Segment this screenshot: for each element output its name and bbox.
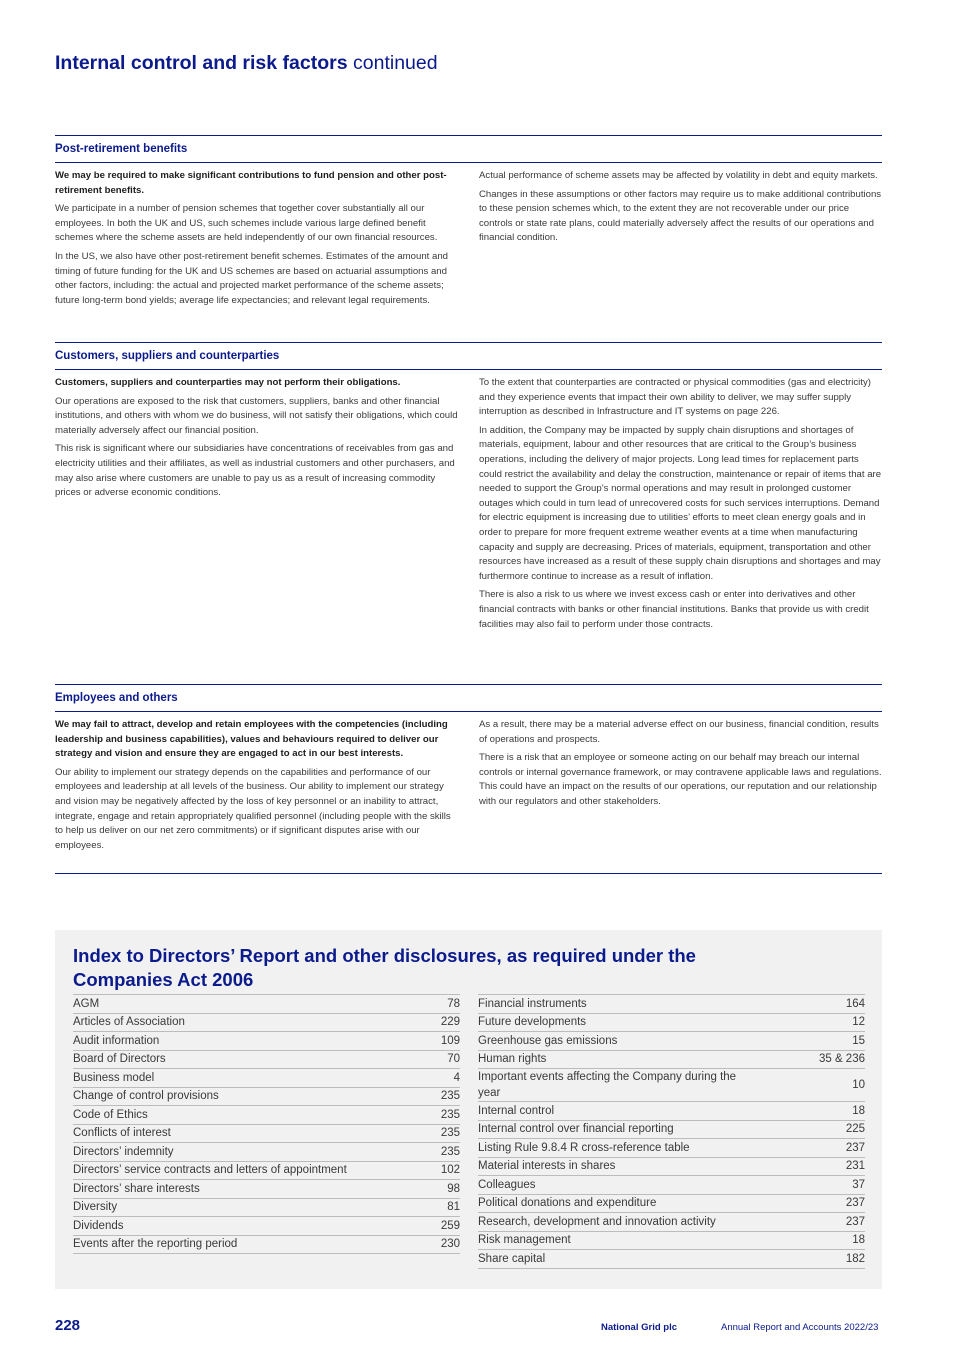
index-page: 230: [440, 1238, 460, 1251]
index-page: 15: [852, 1034, 865, 1047]
page-number: 228: [55, 1317, 81, 1334]
paragraph: There is also a risk to us where we invest excess cash or enter into derivatives and other financial contracts with banks or other financial institutions. Banks that provide us with credit facilities may also fail to perform under those contracts.: [479, 589, 869, 630]
paragraph: Changes in these assumptions or other factors may require us to make additional contributions to these pension schemes which, to the extent they are not recoverable under our price controls or state rate plans, could materially adversely affect the results of our operations and financial condition.: [479, 188, 882, 244]
index-label: Code of Ethics: [73, 1108, 148, 1121]
index-page: 237: [845, 1141, 865, 1154]
index-page: 10: [852, 1079, 865, 1091]
paragraph: Actual performance of scheme assets may be affected by volatility in debt and equity markets.: [479, 170, 878, 181]
index-page: 35 & 236: [818, 1053, 865, 1066]
paragraph: Our operations are exposed to the risk that customers, suppliers, banks and other financial institutions, and others with whom we do business, will not satisfy their obligations, which could materially adversely affect our financial position.: [55, 395, 458, 436]
index-label: Risk management: [478, 1234, 571, 1247]
index-label: Articles of Association: [73, 1016, 185, 1029]
index-page: 70: [447, 1053, 460, 1066]
index-label: Share capital: [478, 1252, 546, 1265]
index-label: Human rights: [478, 1053, 547, 1066]
index-page: 235: [440, 1090, 460, 1103]
footer-company: National Grid plc: [601, 1322, 678, 1333]
index-page: 259: [440, 1219, 460, 1232]
index-row: [478, 1232, 865, 1251]
index-row: [73, 1014, 460, 1033]
index-row: [73, 1236, 460, 1255]
section-customers-suppliers: [55, 342, 882, 636]
index-label: Board of Directors: [73, 1053, 166, 1066]
index-page: 231: [845, 1160, 865, 1173]
index-row: [478, 1158, 865, 1177]
paragraph: We participate in a number of pension schemes that together cover substantially all our employees. In both the UK and US, such schemes include various large defined benefit schemes where the scheme assets are held independently of our own financial resources.: [55, 203, 438, 244]
section-heading: Employees and others: [55, 684, 882, 712]
index-row: [478, 1213, 865, 1232]
index-row: [73, 1106, 460, 1125]
index-page: 102: [440, 1164, 460, 1177]
index-label: Internal control over financial reporting: [478, 1123, 674, 1136]
index-row: [478, 1250, 865, 1269]
index-row: [73, 1088, 460, 1107]
risk-statement: Customers, suppliers and counterparties may not perform their obligations.: [55, 377, 401, 388]
index-row: [73, 1217, 460, 1236]
index-page: 164: [845, 997, 865, 1010]
page-title-continued: continued: [353, 52, 438, 74]
section-right-column: [479, 376, 882, 636]
index-row: [478, 995, 865, 1014]
index-row: [73, 1143, 460, 1162]
paragraph: Our ability to implement our strategy depends on the capabilities and performance of our employees and leadership at all levels of the business. Our ability to implement our strategy and vision may be negatively affected by the loss of key personnel or an inability to attract, integrate, engage and retain appropriately qualified personnel (including people with the skills to help us deliver on our net zero commitments) or if significant disputes arise with our employees.: [55, 766, 451, 851]
index-label: Future developments: [478, 1016, 587, 1029]
paragraph: To the extent that counterparties are contracted or physical commodities (gas and electricity) and they experience events that impact their own ability to deliver, we may suffer supply interruption as described in Infrastructure and IT systems on page 226.: [479, 377, 871, 418]
index-row: [478, 1139, 865, 1158]
section-left-column: [55, 376, 460, 636]
index-page: 4: [453, 1071, 460, 1084]
index-row: [478, 1069, 865, 1102]
index-row: [478, 1121, 865, 1140]
index-page: 12: [852, 1016, 865, 1029]
section-left-column: [55, 169, 460, 312]
index-row: [73, 1032, 460, 1051]
index-label: Internal control: [478, 1104, 555, 1117]
index-label: Important events affecting the Company during the year: [478, 1071, 737, 1099]
index-row: [73, 1069, 460, 1088]
index-row: [478, 1102, 865, 1121]
paragraph: There is a risk that an employee or someone acting on our behalf may breach our internal controls or internal governance framework, or may contravene applicable laws and regulations. This could have an impact on the results of our operations, our reputation and our relationship with our regulators and other stakeholders.: [479, 752, 882, 807]
index-row: [73, 1180, 460, 1199]
index-row: [478, 1051, 865, 1070]
risk-statement: We may fail to attract, develop and retain employees with the competencies (including leadership and business capabilities), values and behaviours required to deliver our strategy and vision and ensure they are engaged to act in our best interests.: [55, 719, 448, 760]
paragraph: As a result, there may be a material adverse effect on our business, financial condition, results of operations and prospects.: [479, 719, 879, 745]
section-heading: Post-retirement benefits: [55, 135, 882, 163]
index-label: Research, development and innovation activity: [478, 1215, 716, 1228]
index-label: Conflicts of interest: [73, 1127, 171, 1140]
index-page: 229: [440, 1016, 460, 1029]
index-page: 98: [447, 1182, 460, 1195]
page-title-main: Internal control and risk factors: [55, 52, 348, 74]
section-divider: [55, 873, 882, 874]
index-row: [478, 1195, 865, 1214]
paragraph: This risk is significant where our subsidiaries have concentrations of receivables from gas and electricity utilities and their affiliates, as well as industrial customers and other purchasers, and may also arise where customers are unable to pay us as a result of increasing commodity prices or adverse economic conditions.: [55, 443, 455, 499]
section-left-column: [55, 718, 460, 857]
page-title: [55, 50, 438, 76]
index-page: 109: [440, 1034, 460, 1047]
index-page: 225: [845, 1123, 865, 1136]
paragraph: In addition, the Company may be impacted by supply chain disruptions and shortages of materials, equipment, labour and other resources that are critical to the Group’s business operations, including the delivery of major projects. Long lead times for replacement parts could restrict the availability and delay the construction, maintenance or repair of items that are needed to support the Group’s normal operations and may result in prolonged customer outages which could in turn lead of unrecovered costs for such services interruptions. Demand for electric equipment is increasing due to utilities’ efforts to meet clean energy goals and in order to prepare for more frequent extreme weather events at a time when manufacturing capacity and supply are decreasing. Prices of materials, equipment, transportation and other resources have increased as a result of these supply chain disruptions and shortages and may furthermore continue to increase as a result of inflation.: [479, 424, 882, 582]
index-label: Colleagues: [478, 1178, 536, 1191]
index-label: Events after the reporting period: [73, 1238, 238, 1251]
index-label: Directors’ indemnity: [73, 1145, 174, 1158]
index-title: Index to Directors’ Report and other disclosures, as required under the Companies Act 2006: [73, 945, 696, 990]
index-label: Directors’ share interests: [73, 1182, 200, 1195]
index-page: 18: [852, 1104, 865, 1117]
index-label: Change of control provisions: [73, 1090, 219, 1103]
paragraph: In the US, we also have other post-retirement benefit schemes. Estimates of the amount and timing of future funding for the UK and US schemes are based on actuarial assumptions and other factors, including: the actual and projected market performance of the scheme assets; future long-term bond yields; average life expectancies; and relevant legal requirements.: [55, 250, 449, 306]
index-row: [478, 1176, 865, 1195]
index-label: Greenhouse gas emissions: [478, 1034, 618, 1047]
index-label: Political donations and expenditure: [478, 1197, 657, 1210]
index-row: [478, 1014, 865, 1033]
section-right-column: [479, 169, 882, 312]
risk-statement: We may be required to make significant contributions to fund pension and other post-retirement benefits.: [55, 170, 447, 196]
index-page: 182: [845, 1252, 865, 1265]
index-left-column: [73, 994, 460, 1254]
index-page: 235: [440, 1108, 460, 1121]
index-right-column: [478, 994, 865, 1269]
index-page: 18: [852, 1234, 865, 1247]
index-label: AGM: [73, 997, 100, 1010]
index-row: [73, 995, 460, 1014]
index-label: Financial instruments: [478, 997, 587, 1010]
index-page: 78: [447, 997, 460, 1010]
index-label: Business model: [73, 1071, 155, 1084]
index-label: Audit information: [73, 1034, 160, 1047]
index-page: 237: [845, 1215, 865, 1228]
index-label: Dividends: [73, 1219, 124, 1232]
index-page: 81: [447, 1201, 460, 1214]
section-right-column: [479, 718, 882, 857]
index-page: 235: [440, 1127, 460, 1140]
index-page: 235: [440, 1145, 460, 1158]
section-employees: [55, 684, 882, 857]
index-row: [73, 1199, 460, 1218]
index-row: [73, 1162, 460, 1181]
index-row: [73, 1051, 460, 1070]
section-heading: Customers, suppliers and counterparties: [55, 342, 882, 370]
index-label: Material interests in shares: [478, 1160, 616, 1173]
footer-report-title: Annual Report and Accounts 2022/23: [721, 1322, 879, 1333]
index-row: [73, 1125, 460, 1144]
index-page: 237: [845, 1197, 865, 1210]
index-row: [478, 1032, 865, 1051]
index-page: 37: [852, 1178, 865, 1191]
index-label: Directors’ service contracts and letters of appointment: [73, 1164, 347, 1177]
index-label: Listing Rule 9.8.4 R cross-reference table: [478, 1141, 690, 1154]
index-label: Diversity: [73, 1201, 118, 1214]
section-post-retirement: [55, 135, 882, 312]
directors-report-index: [55, 930, 882, 1289]
